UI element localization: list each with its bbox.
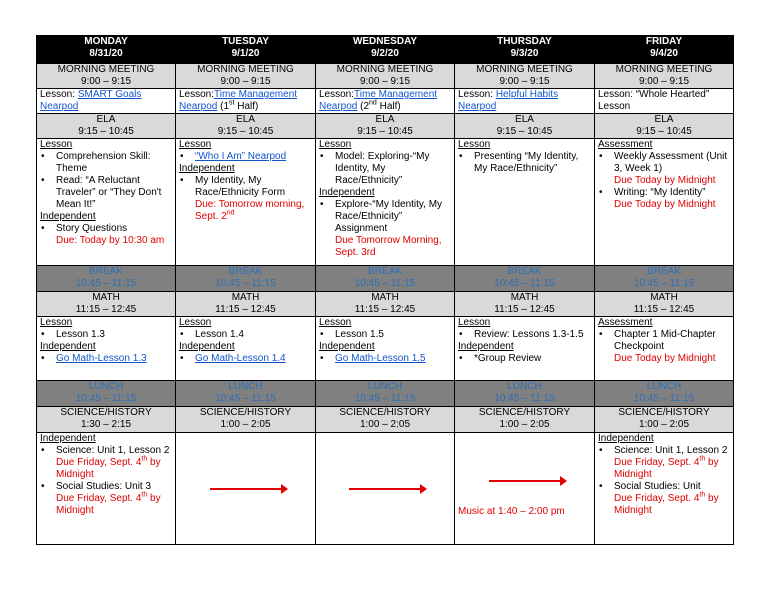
list-item: • Comprehension Skill: Theme [56,151,172,175]
half-sup: nd [369,99,377,107]
list-item [56,445,172,481]
morning-meeting-cell [176,64,316,89]
list-item [195,175,312,223]
list-item [614,481,730,517]
section-title: SCIENCE/HISTORY [339,407,431,418]
ela-content-row [37,139,734,266]
list-item [56,481,172,517]
lesson-label: Lesson [458,139,491,150]
section-title: ELA [236,114,255,125]
due-note: Due Today by Midnight [614,353,716,364]
due-text: Due Friday, Sept. 4 [614,457,700,468]
section-title: MORNING MEETING [476,64,573,75]
due-note [195,199,312,223]
section-time: 11:15 – 12:45 [215,304,276,315]
list-item: • *Group Review [474,353,591,365]
assessment-label: Assessment [598,317,653,328]
section-time: 10:45 – 11:15 [494,393,555,404]
half-label-tail: Half) [376,101,401,112]
due-note: Due: Today by 10:30 am [56,235,165,246]
continuation-arrow-icon [210,488,282,490]
morning-meeting-cell [595,64,734,89]
lunch-cell [37,381,176,407]
list-item [335,199,451,259]
section-title: MATH [650,292,678,303]
break-row [37,266,734,292]
morning-meeting-cell [37,64,176,89]
due-tail: by Midnight [56,457,161,480]
continuation-arrow-icon [349,488,421,490]
section-time: 11:15 – 12:45 [354,304,416,315]
math-lesson-list [179,329,312,341]
section-title: ELA [515,114,534,125]
science-content-row [37,433,734,545]
due-text: Due Friday, Sept. 4 [614,493,700,504]
morning-meeting-row [37,64,734,89]
list-item: • Lesson 1.3 [56,329,172,341]
half-label: (2 [357,101,370,112]
day-date: 9/1/20 [231,48,260,59]
section-title: ELA [654,114,674,125]
section-time: 10:45 – 11:15 [494,278,555,289]
section-time: 10:45 – 11:15 [354,278,416,289]
lunch-cell [455,381,595,407]
list-item [195,353,312,365]
lesson-label: Lesson [40,317,73,328]
lesson-prefix: Lesson: [319,89,355,100]
break-cell [176,266,316,292]
section-title: BREAK [368,266,402,277]
item-text: Writing: “My Identity” [614,187,706,198]
item-text: Science: Unit 1, Lesson 2 [614,445,728,456]
section-title: LUNCH [646,381,682,392]
section-title: ELA [375,114,395,125]
day-name: THURSDAY [497,36,552,47]
time-management-nearpod-link[interactable]: Time Management Nearpod [179,89,298,112]
section-title: MATH [510,292,539,303]
ela-content-friday [595,139,734,266]
ela-header-row [37,114,734,139]
science-cell [37,407,176,433]
section-title: MORNING MEETING [615,64,713,75]
section-title: BREAK [89,266,123,277]
section-title: LUNCH [367,381,403,392]
ela-independent-list [319,199,451,259]
half-sup: st [229,99,235,107]
ela-assessment-list [598,151,730,211]
list-item: • Lesson 1.5 [335,329,451,341]
section-time: 1:00 – 2:05 [499,419,550,430]
section-time: 10:45 – 11:15 [215,278,276,289]
section-title: LUNCH [88,381,124,392]
item-text: Science: Unit 1, Lesson 2 [56,445,170,456]
lesson-prefix: Lesson: [179,89,215,100]
list-item [614,445,730,481]
section-time: 10:45 – 11:15 [215,393,276,404]
list-item: • Lesson 1.4 [195,329,312,341]
ela-lesson-list [40,151,172,211]
independent-label: Independent [458,341,514,352]
math-header-row [37,292,734,317]
independent-label: Independent [40,341,96,352]
due-sup: th [699,491,706,499]
day-name: WEDNESDAY [352,36,418,47]
independent-label: Independent [179,163,235,174]
math-content-wednesday [316,317,455,381]
math-lesson-list [319,329,451,341]
go-math-lesson-link[interactable]: Go Math-Lesson 1.3 [56,353,147,364]
day-name: TUESDAY [222,36,269,47]
section-title: MORNING MEETING [197,64,294,75]
independent-label: Independent [319,187,375,198]
due-note [614,493,730,517]
morning-lesson-row [37,89,734,114]
ela-cell [316,114,455,139]
math-content-row [37,317,734,381]
day-name: FRIDAY [645,36,683,47]
continuation-arrow-icon [489,480,561,482]
lunch-cell [176,381,316,407]
ela-cell [176,114,316,139]
ela-content-tuesday [176,139,316,266]
science-independent-list [40,445,172,517]
section-title: LUNCH [228,381,263,392]
science-content-tuesday [176,433,316,545]
section-title: ELA [96,114,116,125]
ela-independent-list [179,175,312,223]
ela-content-wednesday [316,139,455,266]
day-header-thursday [455,36,595,64]
item-text: Explore-“My Identity, My Race/Ethnicity” Assignment [335,199,443,234]
independent-label: Independent [319,341,375,352]
section-time: 1:00 – 2:05 [359,419,411,430]
day-header-friday [595,36,734,64]
science-content-thursday [455,433,595,545]
list-item [614,151,730,187]
lesson-label: Lesson [458,317,491,328]
due-tail: by Midnight [614,493,719,516]
list-item [614,329,730,365]
section-time: 10:45 – 11:15 [633,393,695,404]
ela-lesson-list [179,151,312,163]
science-content-friday [595,433,734,545]
list-item: • Presenting “My Identity, My Race/Ethnicity” [474,151,591,175]
morning-lesson-friday [595,89,734,114]
section-time: 10:45 – 11:15 [354,393,416,404]
day-header-tuesday [176,36,316,64]
due-text: Due: Tomorrow morning, Sept. 2 [195,199,305,222]
list-item: • Review: Lessons 1.3-1.5 [474,329,591,341]
lesson-text: Lesson: “Whole Hearted” Lesson [598,89,710,112]
day-header-row [37,36,734,64]
smart-goals-nearpod-link[interactable]: SMART Goals Nearpod [40,89,142,112]
break-cell [316,266,455,292]
lesson-label: Lesson [40,139,73,150]
day-name: MONDAY [84,36,128,47]
lesson-prefix: Lesson: [40,89,78,100]
time-management-nearpod-link[interactable]: Time Management Nearpod [319,89,438,112]
section-time: 11:15 – 12:45 [633,304,695,315]
math-lesson-list [40,329,172,341]
section-time: 1:00 – 2:05 [220,419,271,430]
list-item [614,187,730,211]
math-content-thursday [455,317,595,381]
section-time: 11:15 – 12:45 [494,304,555,315]
day-date: 9/2/20 [371,48,399,59]
math-cell [316,292,455,317]
ela-content-thursday [455,139,595,266]
section-time: 9:00 – 9:15 [80,76,132,87]
lesson-label: Lesson [319,139,352,150]
morning-meeting-cell [316,64,455,89]
due-note [614,457,730,481]
section-title: BREAK [228,266,263,277]
lesson-label: Lesson [319,317,352,328]
break-cell [455,266,595,292]
section-title: SCIENCE/HISTORY [478,407,571,418]
section-title: MORNING MEETING [336,64,434,75]
assessment-label: Assessment [598,139,653,150]
section-title: MATH [371,292,399,303]
ela-content-monday [37,139,176,266]
ela-lesson-list [319,151,451,187]
day-date: 8/31/20 [89,48,123,59]
due-tail: by Midnight [56,493,161,516]
lesson-prefix: Lesson: [458,89,496,100]
section-title: MATH [231,292,260,303]
section-title: LUNCH [507,381,542,392]
day-header-monday [37,36,176,64]
list-item [195,151,312,163]
section-title: MATH [92,292,120,303]
independent-label: Independent [179,341,235,352]
section-time: 9:15 – 10:45 [636,126,692,137]
section-title: SCIENCE/HISTORY [60,407,152,418]
item-text: Weekly Assessment (Unit 3, Week 1) [614,151,728,174]
who-i-am-nearpod-link[interactable]: “Who I Am” Nearpod [195,151,287,162]
due-text: Due Friday, Sept. 4 [56,457,142,468]
science-cell [455,407,595,433]
science-independent-list [598,445,730,517]
day-date: 9/3/20 [510,48,539,59]
science-content-wednesday [316,433,455,545]
lunch-cell [316,381,455,407]
ela-cell [37,114,176,139]
morning-lesson-wednesday [316,89,455,114]
section-time: 1:00 – 2:05 [638,419,690,430]
lunch-cell [595,381,734,407]
morning-lesson-thursday [455,89,595,114]
independent-label: Independent [40,211,96,222]
go-math-lesson-link[interactable]: Go Math-Lesson 1.4 [195,353,286,364]
list-item: • Read: “A Reluctant Traveler” or “They Don't Mean It!” [56,175,172,211]
section-time: 10:45 – 11:15 [633,278,695,289]
science-cell [595,407,734,433]
list-item [56,223,172,247]
due-sup: nd [226,209,235,217]
due-sup: th [699,455,706,463]
morning-lesson-tuesday [176,89,316,114]
math-independent-list [319,353,451,365]
morning-lesson-monday [37,89,176,114]
due-note: Due Tomorrow Morning, Sept. 3rd [335,235,442,258]
lunch-row [37,381,734,407]
item-text: Chapter 1 Mid-Chapter Checkpoint [614,329,716,352]
weekly-schedule-table [36,35,734,545]
due-note: Due Today by Midnight [614,175,716,186]
math-independent-list [40,353,172,365]
break-cell [595,266,734,292]
math-cell [455,292,595,317]
list-item: • Model: Exploring-“My Identity, My Race/Ethnicity” [335,151,451,187]
section-time: 9:15 – 10:45 [357,126,413,137]
half-label-tail: Half) [234,101,259,112]
section-time: 1:30 – 2:15 [80,419,132,430]
list-item [56,353,172,365]
math-content-friday [595,317,734,381]
section-time: 9:15 – 10:45 [496,126,553,137]
math-cell [37,292,176,317]
helpful-habits-nearpod-link[interactable]: Helpful Habits Nearpod [458,89,559,112]
lesson-label: Lesson [179,317,212,328]
day-date: 9/4/20 [650,48,678,59]
math-assessment-list [598,329,730,365]
section-title: BREAK [507,266,542,277]
math-lesson-list [458,329,591,341]
section-time: 11:15 – 12:45 [75,304,137,315]
break-cell [37,266,176,292]
math-cell [176,292,316,317]
section-title: BREAK [647,266,681,277]
section-time: 10:45 – 11:15 [75,278,137,289]
due-note [56,457,172,481]
day-header-wednesday [316,36,455,64]
math-independent-list [179,353,312,365]
ela-lesson-list [458,151,591,175]
go-math-lesson-link[interactable]: Go Math-Lesson 1.5 [335,353,426,364]
science-cell [176,407,316,433]
section-time: 10:45 – 11:15 [75,393,137,404]
due-note [56,493,172,517]
section-time: 9:00 – 9:15 [499,76,550,87]
half-label: (1 [217,101,230,112]
section-title: SCIENCE/HISTORY [618,407,710,418]
ela-cell [595,114,734,139]
section-time: 9:15 – 10:45 [78,126,134,137]
due-text: Due Friday, Sept. 4 [56,493,142,504]
science-header-row [37,407,734,433]
math-content-monday [37,317,176,381]
due-note: Due Today by Midnight [614,199,716,210]
ela-cell [455,114,595,139]
music-note: Music at 1:40 – 2:00 pm [458,505,565,517]
due-sup: th [141,455,148,463]
math-content-tuesday [176,317,316,381]
ela-independent-list [40,223,172,247]
science-cell [316,407,455,433]
section-time: 9:00 – 9:15 [638,76,690,87]
science-content-monday [37,433,176,545]
section-time: 9:00 – 9:15 [359,76,411,87]
item-text: Story Questions [56,223,128,234]
item-text: My Identity, My Race/Ethnicity Form [195,175,286,198]
independent-label: Independent [598,433,654,444]
section-title: SCIENCE/HISTORY [199,407,292,418]
section-time: 9:15 – 10:45 [217,126,274,137]
math-independent-list [458,353,591,365]
item-text: Social Studies: Unit 3 [56,481,152,492]
list-item [335,353,451,365]
section-time: 9:00 – 9:15 [220,76,271,87]
due-tail: by Midnight [614,457,719,480]
due-sup: th [141,491,148,499]
independent-label: Independent [40,433,96,444]
math-cell [595,292,734,317]
lesson-label: Lesson [179,139,212,150]
item-text: Social Studies: Unit [614,481,701,492]
section-title: MORNING MEETING [57,64,155,75]
morning-meeting-cell [455,64,595,89]
